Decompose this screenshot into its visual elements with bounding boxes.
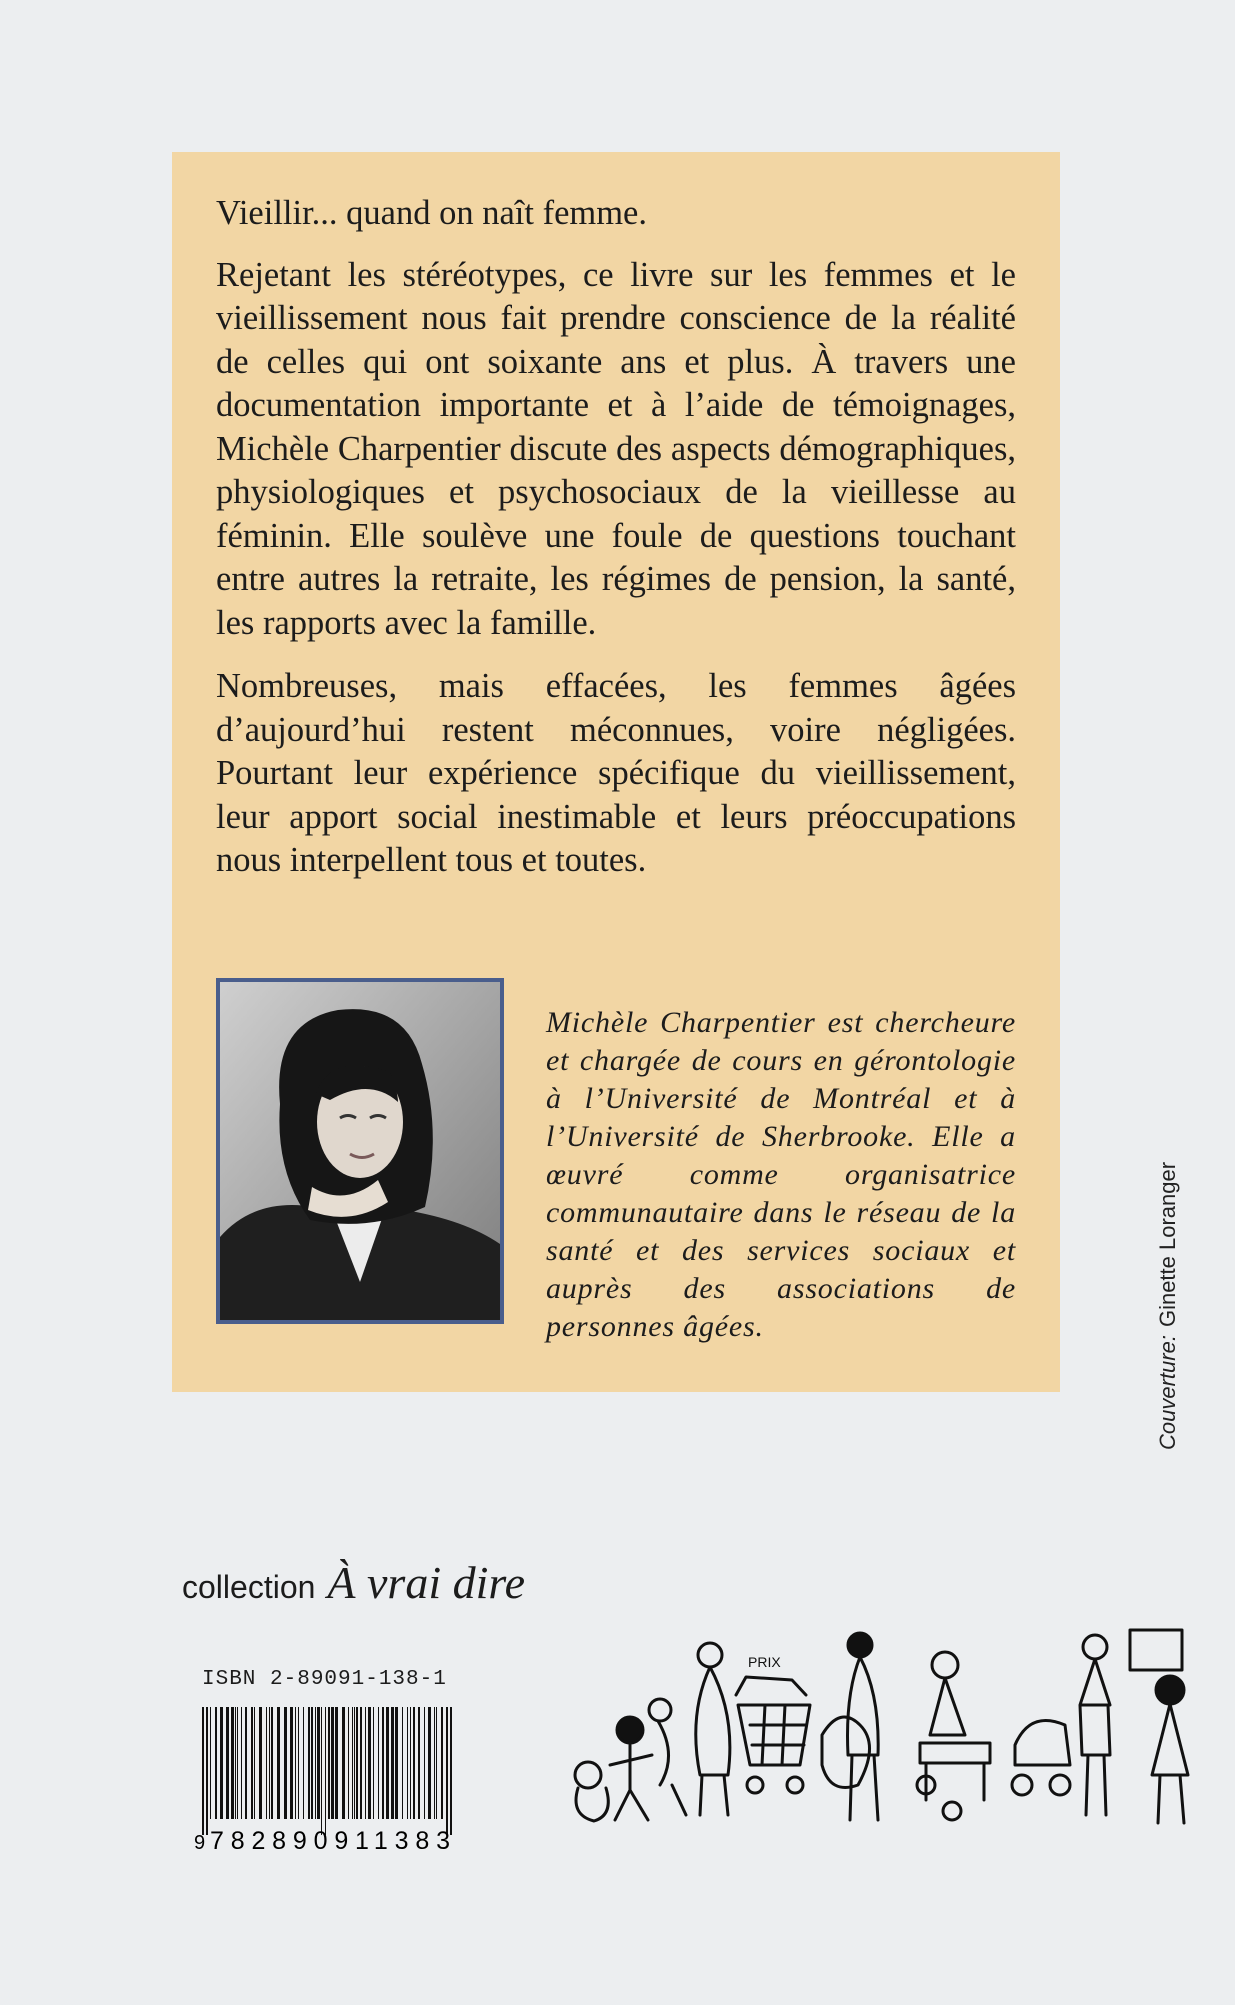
shopping-cart-drawing bbox=[736, 1654, 810, 1793]
barcode-bar bbox=[328, 1707, 330, 1819]
author-portrait-image bbox=[220, 982, 500, 1320]
barcode-bar bbox=[298, 1707, 299, 1819]
barcode-bar bbox=[303, 1707, 304, 1819]
barcode-bar bbox=[231, 1707, 234, 1819]
barcode-bar bbox=[325, 1707, 326, 1835]
barcode-bar bbox=[402, 1707, 403, 1819]
stroller-woman-drawing bbox=[1012, 1635, 1110, 1815]
children-group-drawing bbox=[575, 1699, 686, 1821]
barcode-bar bbox=[290, 1707, 293, 1819]
barcode-bar bbox=[348, 1707, 349, 1819]
barcode-bar bbox=[434, 1707, 435, 1819]
barcode bbox=[182, 1707, 472, 1857]
barcode-bar bbox=[441, 1707, 443, 1819]
woman-with-baby-drawing bbox=[917, 1652, 990, 1820]
barcode-bar bbox=[342, 1707, 345, 1819]
barcode-bar bbox=[424, 1707, 425, 1819]
cover-credit-name: Ginette Loranger bbox=[1155, 1161, 1180, 1328]
barcode-bar bbox=[308, 1707, 310, 1819]
barcode-bar bbox=[356, 1707, 358, 1819]
barcode-bar bbox=[226, 1707, 229, 1819]
barcode-bar bbox=[373, 1707, 374, 1819]
price-sign-text: PRIX bbox=[748, 1654, 781, 1670]
barcode-bar bbox=[241, 1707, 242, 1819]
cover-credit bbox=[1155, 1162, 1181, 1450]
barcode-bar bbox=[407, 1707, 408, 1819]
back-cover-panel bbox=[172, 152, 1060, 1392]
barcode-bar bbox=[354, 1707, 355, 1819]
barcode-bar bbox=[251, 1707, 253, 1819]
barcode-bar bbox=[271, 1707, 273, 1819]
barcode-bar bbox=[215, 1707, 217, 1819]
barcode-bar bbox=[254, 1707, 255, 1819]
barcode-bar bbox=[446, 1707, 448, 1835]
barcode-bar bbox=[235, 1707, 236, 1819]
barcode-bar bbox=[295, 1707, 296, 1819]
tagline: Vieillir... quand on naît femme. bbox=[216, 194, 647, 232]
blurb-paragraph-2: Nombreuses, mais effacées, les femmes âgées d’aujourd’hui restent méconnues, voire négligées. Pourtant leur expérience spécifique du vieillissement, leur apport social inestimable et leurs préoccupations nous interpellent tous et toutes. bbox=[216, 667, 1016, 879]
barcode-bars bbox=[202, 1707, 452, 1835]
barcode-bar bbox=[311, 1707, 313, 1819]
blurb-paragraph-1: Rejetant les stéréotypes, ce livre sur les femmes et le vieillissement nous fait prendre conscience de la réalité de celles qui ont soixante ans et plus. À travers une documentation importante et à l’aide de témoignages, Michèle Charpentier discute des aspects démographiques, physiologiques et psychosociaux de la vieillesse au féminin. Elle soulève une foule de questions touchant entre autres la retraite, les régimes de pension, la santé, les rapports avec la famille. bbox=[216, 255, 1016, 642]
author-photo bbox=[216, 978, 504, 1324]
cover-credit-label: Couverture: bbox=[1155, 1335, 1180, 1450]
barcode-bar bbox=[210, 1707, 211, 1819]
barcode-bar bbox=[436, 1707, 437, 1819]
barcode-lead-digit: 9 bbox=[194, 1832, 206, 1854]
barcode-bar bbox=[410, 1707, 411, 1819]
author-bio: Michèle Charpentier est chercheure et chargée de cours en gérontologie à l’Université de Montréal et à l’Université de Sherbrooke. Elle a œuvré comme organisatrice communautaire dans le réseau de la santé et des services sociaux et auprès des associations de personnes âgées. bbox=[546, 1006, 1016, 1343]
barcode-bar bbox=[428, 1707, 431, 1819]
barcode-bar bbox=[237, 1707, 238, 1819]
collection-word: collection bbox=[182, 1569, 316, 1605]
barcode-bar bbox=[395, 1707, 398, 1819]
barcode-bar bbox=[321, 1707, 322, 1835]
barcode-bar bbox=[382, 1707, 384, 1819]
barcode-bar bbox=[335, 1707, 338, 1819]
barcode-bar bbox=[269, 1707, 270, 1819]
barcode-bar bbox=[245, 1707, 247, 1819]
barcode-bar bbox=[450, 1707, 452, 1835]
barcode-bar bbox=[360, 1707, 362, 1819]
barcode-bar bbox=[315, 1707, 316, 1819]
barcode-bar bbox=[365, 1707, 366, 1819]
barcode-bar bbox=[277, 1707, 280, 1819]
barcode-bar bbox=[413, 1707, 415, 1819]
barcode-bar bbox=[206, 1707, 208, 1835]
shopping-woman-drawing bbox=[696, 1643, 730, 1815]
barcode-bar bbox=[266, 1707, 267, 1819]
barcode-bar bbox=[378, 1707, 379, 1819]
family-illustration bbox=[560, 1625, 1210, 1830]
blurb bbox=[216, 192, 1016, 903]
barcode-bar bbox=[284, 1707, 287, 1819]
barcode-bar bbox=[202, 1707, 204, 1835]
barcode-bar bbox=[352, 1707, 353, 1819]
elderly-woman-drawing bbox=[1130, 1630, 1188, 1823]
collection-label bbox=[182, 1556, 525, 1609]
walking-woman-drawing bbox=[822, 1633, 878, 1820]
barcode-bar bbox=[386, 1707, 389, 1819]
barcode-bar bbox=[331, 1707, 334, 1819]
barcode-bar bbox=[259, 1707, 262, 1819]
barcode-bar bbox=[418, 1707, 420, 1819]
barcode-bar bbox=[220, 1707, 223, 1819]
barcode-digits: 782890911383 bbox=[210, 1827, 450, 1855]
isbn: ISBN 2-89091-138-1 bbox=[202, 1668, 447, 1691]
barcode-bar bbox=[391, 1707, 394, 1819]
barcode-bar bbox=[317, 1707, 320, 1819]
barcode-bar bbox=[368, 1707, 371, 1819]
collection-title: À vrai dire bbox=[327, 1557, 525, 1608]
